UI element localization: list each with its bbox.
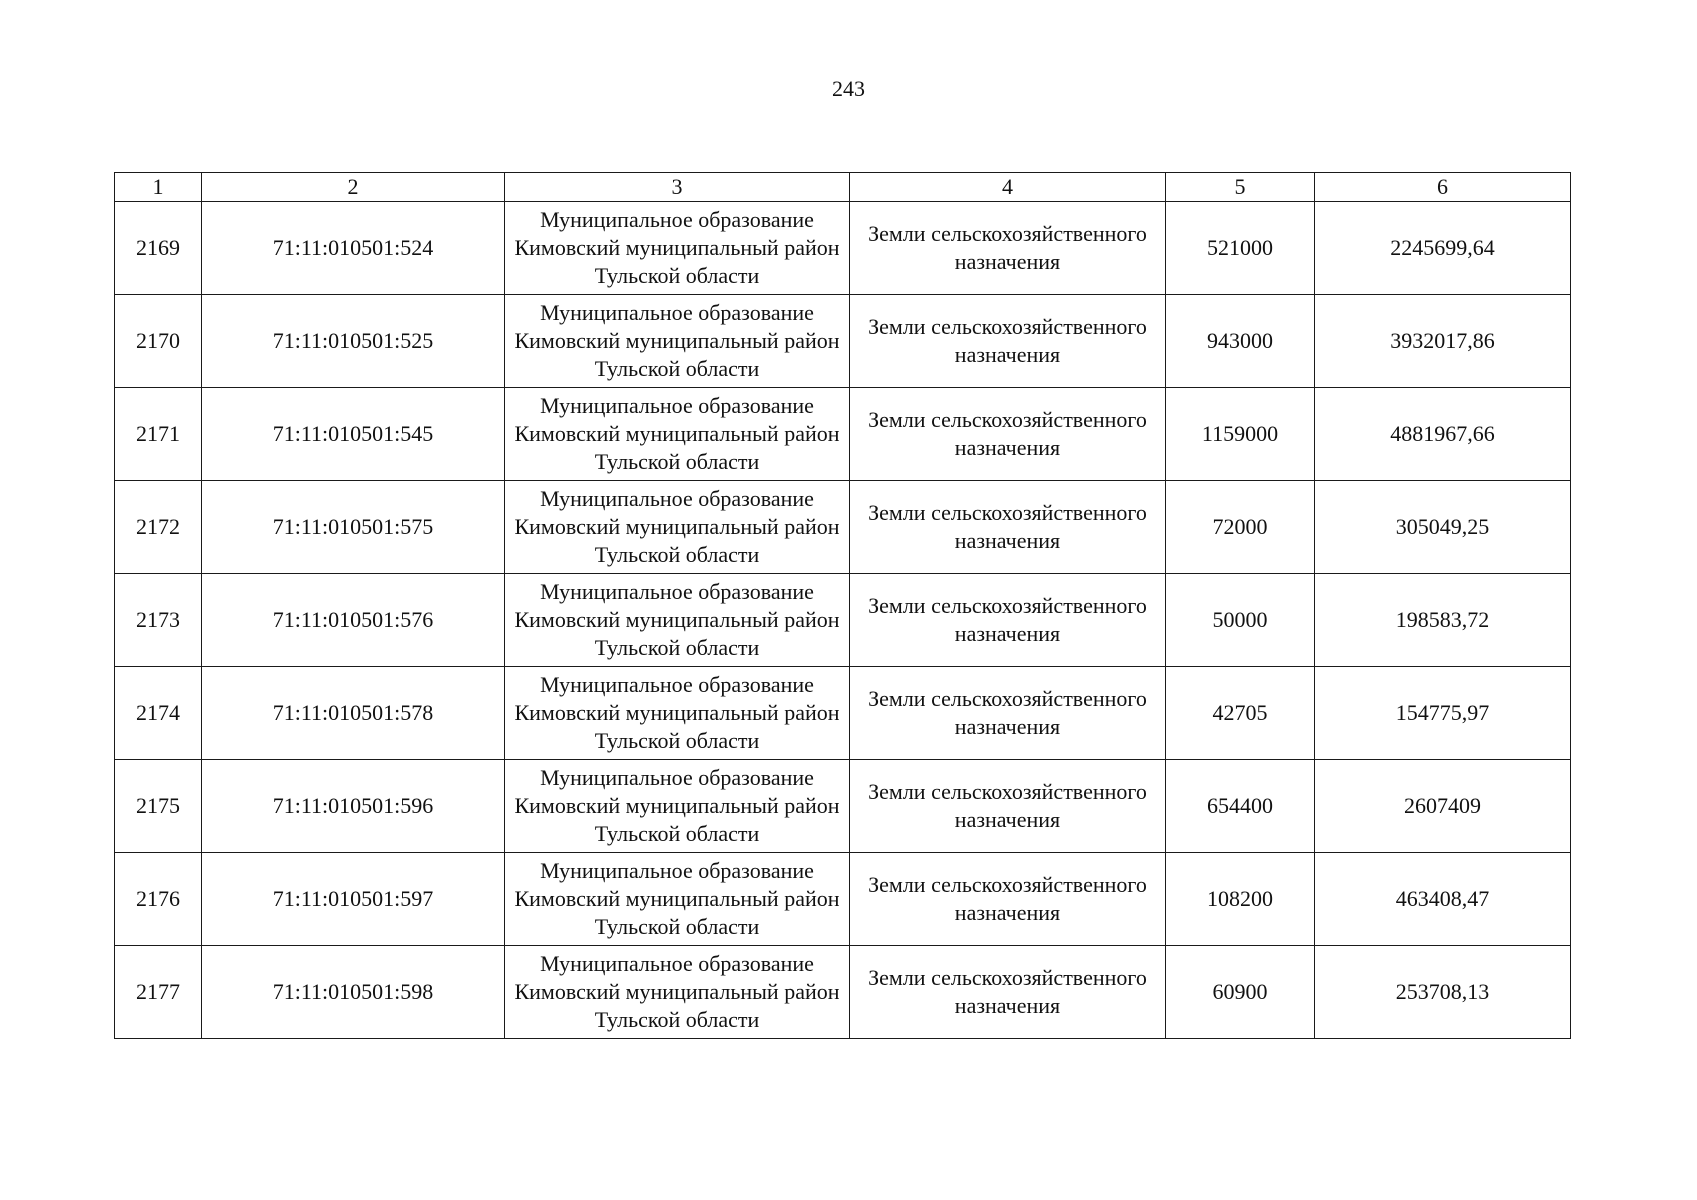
column-header: 6 [1315,173,1571,202]
row-number-cell: 2177 [115,946,202,1039]
area-cell: 521000 [1166,202,1315,295]
cadastral-number-cell: 71:11:010501:545 [202,388,505,481]
owner-cell: Муниципальное образование Кимовский муниципальный район Тульской области [505,853,850,946]
owner-cell: Муниципальное образование Кимовский муниципальный район Тульской области [505,574,850,667]
owner-cell: Муниципальное образование Кимовский муниципальный район Тульской области [505,481,850,574]
cadastral-value-cell: 198583,72 [1315,574,1571,667]
column-header: 1 [115,173,202,202]
column-header: 4 [850,173,1166,202]
cadastral-number-cell: 71:11:010501:578 [202,667,505,760]
cadastral-number-cell: 71:11:010501:576 [202,574,505,667]
cadastral-value-cell: 3932017,86 [1315,295,1571,388]
cadastral-value-cell: 305049,25 [1315,481,1571,574]
row-number-cell: 2173 [115,574,202,667]
column-header: 3 [505,173,850,202]
row-number-cell: 2176 [115,853,202,946]
land-category-cell: Земли сельскохозяйственного назначения [850,760,1166,853]
land-category-cell: Земли сельскохозяйственного назначения [850,295,1166,388]
cadastral-value-cell: 2607409 [1315,760,1571,853]
table-row [115,295,1571,388]
cadastral-number-cell: 71:11:010501:524 [202,202,505,295]
row-number-cell: 2169 [115,202,202,295]
table-body [115,173,1571,1039]
owner-cell: Муниципальное образование Кимовский муниципальный район Тульской области [505,388,850,481]
cadastral-number-cell: 71:11:010501:598 [202,946,505,1039]
row-number-cell: 2172 [115,481,202,574]
cadastral-value-cell: 4881967,66 [1315,388,1571,481]
land-category-cell: Земли сельскохозяйственного назначения [850,388,1166,481]
table-row [115,481,1571,574]
owner-cell: Муниципальное образование Кимовский муниципальный район Тульской области [505,202,850,295]
area-cell: 42705 [1166,667,1315,760]
row-number-cell: 2170 [115,295,202,388]
area-cell: 1159000 [1166,388,1315,481]
owner-cell: Муниципальное образование Кимовский муниципальный район Тульской области [505,295,850,388]
row-number-cell: 2175 [115,760,202,853]
cadastral-number-cell: 71:11:010501:525 [202,295,505,388]
cadastral-value-cell: 154775,97 [1315,667,1571,760]
row-number-cell: 2171 [115,388,202,481]
table-row [115,202,1571,295]
cadastral-value-cell: 2245699,64 [1315,202,1571,295]
land-category-cell: Земли сельскохозяйственного назначения [850,574,1166,667]
area-cell: 60900 [1166,946,1315,1039]
land-registry-table [114,172,1571,1039]
area-cell: 943000 [1166,295,1315,388]
land-category-cell: Земли сельскохозяйственного назначения [850,946,1166,1039]
table-row [115,388,1571,481]
column-header: 2 [202,173,505,202]
land-category-cell: Земли сельскохозяйственного назначения [850,481,1166,574]
land-category-cell: Земли сельскохозяйственного назначения [850,853,1166,946]
area-cell: 108200 [1166,853,1315,946]
table-row [115,946,1571,1039]
cadastral-value-cell: 253708,13 [1315,946,1571,1039]
row-number-cell: 2174 [115,667,202,760]
column-header: 5 [1166,173,1315,202]
land-category-cell: Земли сельскохозяйственного назначения [850,202,1166,295]
page-number: 243 [832,76,865,101]
land-category-cell: Земли сельскохозяйственного назначения [850,667,1166,760]
area-cell: 72000 [1166,481,1315,574]
column-number-row [115,173,1571,202]
table-row [115,667,1571,760]
table-row [115,760,1571,853]
owner-cell: Муниципальное образование Кимовский муниципальный район Тульской области [505,946,850,1039]
owner-cell: Муниципальное образование Кимовский муниципальный район Тульской области [505,760,850,853]
owner-cell: Муниципальное образование Кимовский муниципальный район Тульской области [505,667,850,760]
area-cell: 654400 [1166,760,1315,853]
table-row [115,853,1571,946]
cadastral-number-cell: 71:11:010501:596 [202,760,505,853]
area-cell: 50000 [1166,574,1315,667]
cadastral-value-cell: 463408,47 [1315,853,1571,946]
cadastral-number-cell: 71:11:010501:575 [202,481,505,574]
table-row [115,574,1571,667]
cadastral-number-cell: 71:11:010501:597 [202,853,505,946]
